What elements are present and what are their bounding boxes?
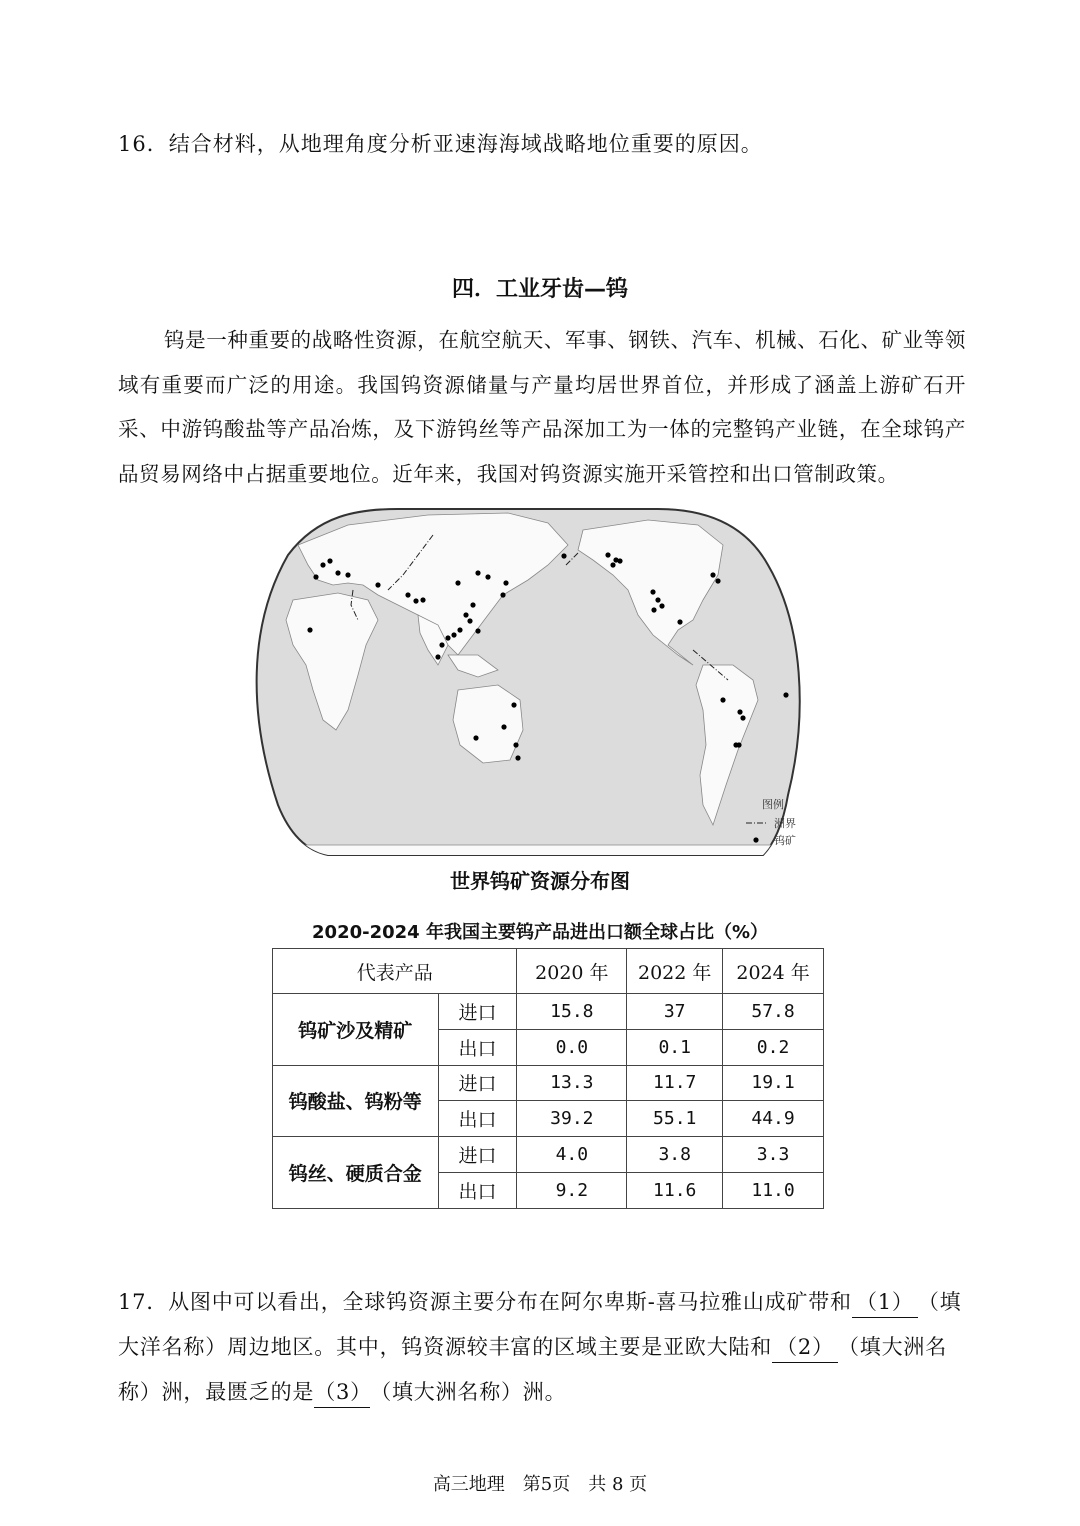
question-17	[118, 1280, 968, 1415]
tungsten-deposit	[783, 692, 788, 697]
trade-type: 进口	[438, 994, 517, 1030]
tungsten-deposit	[511, 702, 516, 707]
trade-type: 出口	[438, 1101, 517, 1137]
tungsten-deposit	[715, 578, 720, 583]
question-number: 16．	[118, 132, 169, 156]
answer-blank-3[interactable]: （3）	[314, 1377, 370, 1408]
section-title: 四．工业牙齿—钨	[451, 277, 628, 302]
value-cell: 11.6	[627, 1172, 723, 1208]
tungsten-deposit	[740, 715, 745, 720]
value-cell: 0.2	[723, 1029, 824, 1065]
header-year: 2022 年	[627, 949, 723, 994]
tungsten-deposit	[345, 572, 350, 577]
header-year: 2020 年	[517, 949, 627, 994]
trade-type: 出口	[438, 1029, 517, 1065]
tungsten-deposit	[515, 755, 520, 760]
tungsten-deposit	[455, 580, 460, 585]
tungsten-deposit	[445, 635, 450, 640]
value-cell: 11.7	[627, 1065, 723, 1101]
product-name: 钨酸盐、钨粉等	[273, 1065, 439, 1137]
tungsten-deposit	[439, 642, 444, 647]
tungsten-deposit	[677, 619, 682, 624]
world-tungsten-map	[248, 505, 808, 860]
legend-boundary-label: 洲界	[774, 817, 796, 830]
map-figure	[248, 505, 808, 860]
tungsten-deposit	[463, 612, 468, 617]
tungsten-deposit	[327, 558, 332, 563]
trade-type: 出口	[438, 1172, 517, 1208]
tungsten-deposit	[500, 592, 505, 597]
answer-blank-2[interactable]: （2）	[772, 1332, 838, 1363]
tungsten-deposit	[501, 724, 506, 729]
question-text-part1: 从图中可以看出，全球钨资源主要分布在阿尔卑斯-喜马拉雅山成矿带和	[168, 1290, 852, 1314]
value-cell: 13.3	[517, 1065, 627, 1101]
tungsten-deposit	[610, 562, 615, 567]
legend-title: 图例	[762, 798, 784, 811]
tungsten-deposit	[485, 574, 490, 579]
tungsten-deposit	[420, 597, 425, 602]
value-cell: 9.2	[517, 1172, 627, 1208]
trade-type: 进口	[438, 1137, 517, 1173]
table-header-row	[273, 949, 824, 994]
product-name: 钨丝、硬质合金	[273, 1137, 439, 1209]
table-row	[273, 1137, 824, 1173]
value-cell: 57.8	[723, 994, 824, 1030]
tungsten-deposit	[307, 627, 312, 632]
table-row	[273, 994, 824, 1030]
tungsten-deposit	[473, 735, 478, 740]
tungsten-deposit	[650, 589, 655, 594]
tungsten-deposit	[470, 602, 475, 607]
question-text-part2: （填大洋名称）周边地区。其中，钨资源较丰富的区域主要是亚欧大陆和	[118, 1290, 962, 1359]
value-cell: 19.1	[723, 1065, 824, 1101]
intro-paragraph: 钨是一种重要的战略性资源，在航空航天、军事、钢铁、汽车、机械、石化、矿业等领域有重要而广泛的用途。我国钨资源储量与产量均居世界首位，并形成了涵盖上游矿石开采、中游钨酸盐等产品冶炼，及下游钨丝等产品深加工为一体的完整钨产业链，在全球钨产品贸易网络中占据重要地位。近年来，我国对钨资源实施开采管控和出口管制政策。	[118, 328, 966, 486]
answer-blank-1[interactable]: （1）	[852, 1287, 918, 1318]
tungsten-deposit	[313, 574, 318, 579]
trade-type: 进口	[438, 1065, 517, 1101]
question-text-part3: （填大洲名称）洲，最匮乏的是	[118, 1335, 947, 1404]
tungsten-deposit	[737, 709, 742, 714]
value-cell: 55.1	[627, 1101, 723, 1137]
question-text-part4: （填大洲名称）洲。	[370, 1380, 567, 1404]
tungsten-deposit	[659, 603, 664, 608]
tungsten-deposit	[405, 592, 410, 597]
tungsten-deposit	[335, 570, 340, 575]
tungsten-trade-table	[272, 948, 824, 1209]
value-cell: 37	[627, 994, 723, 1030]
tungsten-deposit	[736, 742, 741, 747]
intro-paragraph-block	[118, 318, 966, 496]
tungsten-deposit	[720, 697, 725, 702]
tungsten-deposit	[655, 597, 660, 602]
antarctica-landmass	[248, 845, 808, 860]
tungsten-deposit	[413, 598, 418, 603]
tungsten-deposit	[503, 580, 508, 585]
tungsten-deposit	[457, 627, 462, 632]
value-cell: 0.0	[517, 1029, 627, 1065]
tungsten-deposit	[617, 558, 622, 563]
tungsten-deposit	[475, 628, 480, 633]
table-row	[273, 1065, 824, 1101]
tungsten-deposit	[513, 742, 518, 747]
tungsten-deposit	[467, 618, 472, 623]
legend-deposit-label: 钨矿	[774, 834, 796, 847]
legend-deposit-symbol	[753, 837, 758, 842]
product-name: 钨矿沙及精矿	[273, 994, 439, 1066]
value-cell: 15.8	[517, 994, 627, 1030]
question-16	[118, 128, 763, 158]
question-number: 17．	[118, 1290, 169, 1314]
tungsten-deposit	[435, 654, 440, 659]
tungsten-deposit	[605, 552, 610, 557]
value-cell: 4.0	[517, 1137, 627, 1173]
value-cell: 0.1	[627, 1029, 723, 1065]
value-cell: 39.2	[517, 1101, 627, 1137]
value-cell: 44.9	[723, 1101, 824, 1137]
value-cell: 3.8	[627, 1137, 723, 1173]
value-cell: 3.3	[723, 1137, 824, 1173]
map-caption: 世界钨矿资源分布图	[450, 869, 630, 893]
tungsten-deposit	[561, 553, 566, 558]
header-year: 2024 年	[723, 949, 824, 994]
tungsten-deposit	[651, 607, 656, 612]
tungsten-deposit	[375, 582, 380, 587]
tungsten-deposit	[451, 632, 456, 637]
tungsten-deposit	[320, 562, 325, 567]
table-caption: 2020-2024 年我国主要钨产品进出口额全球占比（%）	[312, 922, 768, 943]
question-text: 结合材料，从地理角度分析亚速海海域战略地位重要的原因。	[168, 132, 763, 156]
tungsten-deposit	[710, 572, 715, 577]
tungsten-deposit	[475, 570, 480, 575]
header-product: 代表产品	[273, 949, 517, 994]
page-footer: 高三地理 第5页 共 8 页	[432, 1474, 648, 1495]
value-cell: 11.0	[723, 1172, 824, 1208]
